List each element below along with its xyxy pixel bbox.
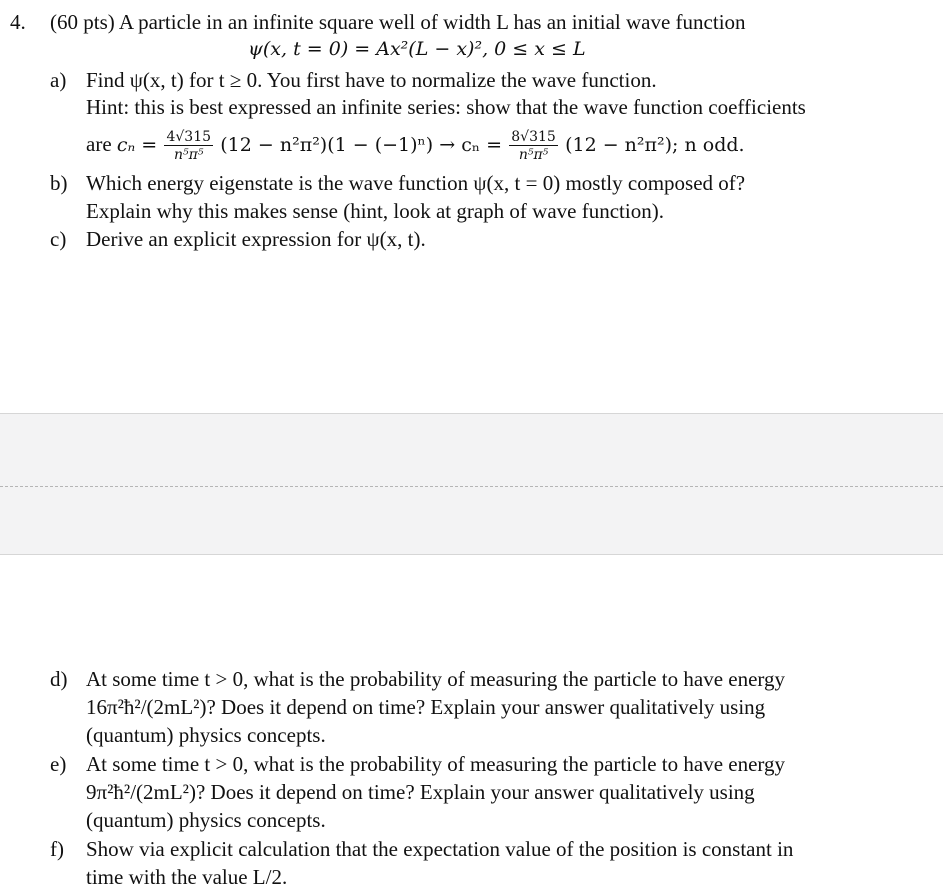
problem-intro: (60 pts) A particle in an infinite square well of width L has an initial wave function <box>50 10 746 34</box>
part-e-line2: 9π²ħ²/(2mL²)? Does it depend on time? Explain your answer qualitatively using <box>86 780 755 804</box>
part-b-label: b) <box>50 171 68 195</box>
part-a-hint: Hint: this is best expressed an infinite series: show that the wave function coefficients <box>86 95 806 119</box>
problem-number: 4. <box>10 10 26 34</box>
part-b-line1: Which energy eigenstate is the wave function ψ(x, t = 0) mostly composed of? <box>86 171 746 195</box>
fraction-1-denominator: n⁵π⁵ <box>174 147 204 164</box>
part-a-expr2: (12 − n²π²); n odd. <box>565 134 745 156</box>
part-d-line1: At some time t > 0, what is the probability of measuring the particle to have energy <box>86 667 786 691</box>
part-f-label: f) <box>50 837 64 861</box>
part-d-line2: 16π²ħ²/(2mL²)? Does it depend on time? Explain your answer qualitatively using <box>86 695 766 719</box>
fraction-1-numerator: 4√315 <box>166 129 212 146</box>
part-b-line2: Explain why this makes sense (hint, look at graph of wave function). <box>86 199 664 223</box>
part-a-expr1: (12 − n²π²)(1 − (−1)ⁿ) → cₙ = <box>220 134 503 156</box>
coefficient-fraction-1 <box>164 130 213 162</box>
part-d-label: d) <box>50 667 68 691</box>
part-e-line1: At some time t > 0, what is the probability of measuring the particle to have energy <box>86 752 786 776</box>
part-c-label: c) <box>50 227 67 251</box>
part-f-line2: time with the value L/2. <box>86 865 288 889</box>
part-c-line1: Derive an explicit expression for ψ(x, t). <box>86 227 426 251</box>
part-e-line3: (quantum) physics concepts. <box>86 808 326 832</box>
part-d-line3: (quantum) physics concepts. <box>86 723 326 747</box>
initial-wavefunction: ψ(x, t = 0) = Ax²(L − x)², 0 ≤ x ≤ L <box>248 38 586 60</box>
part-a-cn1: cₙ = <box>116 134 158 156</box>
coefficient-fraction-2 <box>509 130 558 162</box>
part-e-label: e) <box>50 752 67 776</box>
part-a-line1: Find ψ(x, t) for t ≥ 0. You first have to normalize the wave function. <box>86 68 657 92</box>
fraction-2-denominator: n⁵π⁵ <box>518 147 549 164</box>
page-break-dashed-line <box>0 486 943 487</box>
part-a-coefficients <box>86 124 745 165</box>
fraction-2-numerator: 8√315 <box>511 129 556 146</box>
part-a-label: a) <box>50 68 67 92</box>
part-f-line1: Show via explicit calculation that the expectation value of the position is constant in <box>86 837 794 861</box>
part-a-are: are <box>86 132 112 156</box>
page-break-band <box>0 413 943 555</box>
